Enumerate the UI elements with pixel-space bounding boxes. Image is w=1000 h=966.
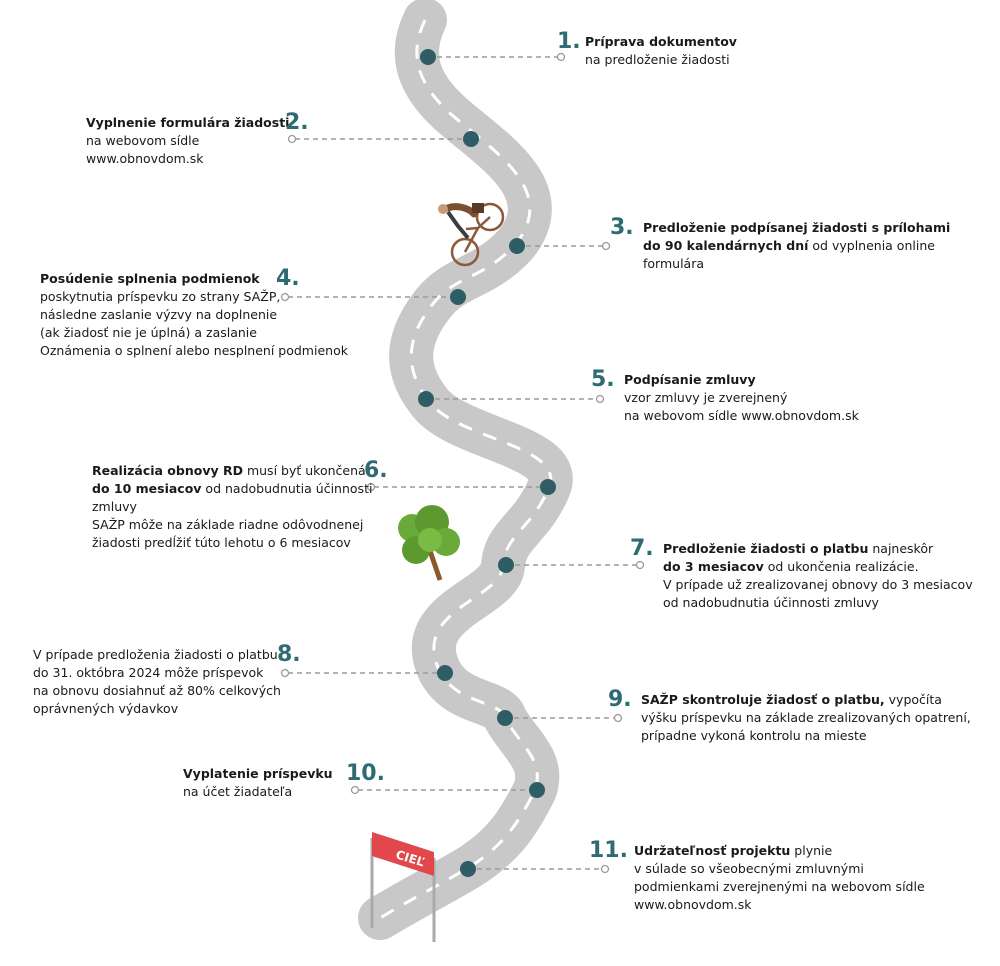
step-text-regular: oprávnených výdavkov xyxy=(33,701,179,716)
step-text-regular: V prípade predloženia žiadosti o platbu xyxy=(33,647,278,662)
step-text-regular: www.obnovdom.sk xyxy=(86,151,204,166)
step-text-bold: Predloženie podpísanej žiadosti s prílohami xyxy=(643,220,951,235)
step-number: 2. xyxy=(285,110,309,135)
step-text xyxy=(643,219,970,273)
step-number: 11. xyxy=(589,838,628,863)
step-text-regular: od nadobudnutia účinnosti zmluvy xyxy=(663,595,879,610)
step-text-regular: do 31. októbra 2024 môže príspevok xyxy=(33,665,264,680)
step-text-regular: SAŽP môže na základe riadne odôvodnenej xyxy=(92,517,364,532)
step-text-regular: na webovom sídle xyxy=(86,133,200,148)
step-text xyxy=(634,842,959,914)
step-text-regular: Oznámenia o splnení alebo nesplnení podmienok xyxy=(40,343,348,358)
step-text-bold: do 10 mesiacov xyxy=(92,481,202,496)
step-text-regular: na obnovu dosiahnuť až 80% celkových xyxy=(33,683,281,698)
step-text-bold: Realizácia obnovy RD xyxy=(92,463,243,478)
step-text-regular: formulára xyxy=(643,256,704,271)
step-text xyxy=(92,462,392,552)
step-number: 5. xyxy=(591,367,615,392)
step-number: 1. xyxy=(557,29,581,54)
step-text-bold: SAŽP skontroluje žiadosť o platbu, xyxy=(641,692,885,707)
step-text-regular: www.obnovdom.sk xyxy=(634,897,752,912)
step-2 xyxy=(86,110,326,168)
step-text-regular: vypočíta xyxy=(884,692,942,707)
step-text-bold: Vyplatenie príspevku xyxy=(183,766,333,781)
step-text-regular: najneskôr xyxy=(868,541,934,556)
step-text-regular: na webovom sídle www.obnovdom.sk xyxy=(624,408,859,423)
step-number: 8. xyxy=(277,642,301,667)
step-number: 6. xyxy=(364,458,388,483)
tree-icon xyxy=(398,505,460,580)
step-6 xyxy=(92,458,392,552)
step-text-regular: prípadne vykoná kontrolu na mieste xyxy=(641,728,867,743)
step-text-regular: (ak žiadosť nie je úplná) a zaslanie xyxy=(40,325,257,340)
road xyxy=(380,20,551,918)
step-3 xyxy=(610,215,970,273)
step-text xyxy=(641,691,978,745)
step-text-regular: v súlade so všeobecnými zmluvnými xyxy=(634,861,864,876)
step-text-regular: V prípade už zrealizovanej obnovy do 3 mesiacov xyxy=(663,577,973,592)
step-1 xyxy=(557,29,817,69)
step-text-regular: od ukončenia realizácie. xyxy=(763,559,919,574)
step-11 xyxy=(589,838,959,914)
step-number: 9. xyxy=(608,687,632,712)
step-7 xyxy=(630,536,980,612)
step-text-bold: Predloženie žiadosti o platbu xyxy=(663,541,869,556)
step-number: 3. xyxy=(610,215,634,240)
step-text xyxy=(624,371,891,425)
step-text-bold: Vyplnenie formulára žiadosti xyxy=(86,115,290,130)
step-4 xyxy=(40,266,360,360)
step-text-bold: do 3 mesiacov xyxy=(663,559,764,574)
step-text-regular: od nadobudnutia účinnosti xyxy=(201,481,373,496)
step-text-regular: podmienkami zverejnenými na webovom sídle xyxy=(634,879,925,894)
step-number: 4. xyxy=(276,266,300,291)
step-5 xyxy=(591,367,891,425)
step-text-regular: žiadosti predĺžiť túto lehotu o 6 mesiacov xyxy=(92,535,351,550)
step-text-regular: na účet žiadateľa xyxy=(183,784,293,799)
step-text xyxy=(585,33,817,69)
step-text-regular: poskytnutia príspevku zo strany SAŽP, xyxy=(40,289,281,304)
step-text-regular: zmluvy xyxy=(92,499,137,514)
step-number: 7. xyxy=(630,536,654,561)
step-text-bold: Príprava dokumentov xyxy=(585,34,737,49)
step-text-regular: musí byť ukončená xyxy=(242,463,366,478)
step-text-regular: výšku príspevku na základe zrealizovaných opatrení, xyxy=(641,710,971,725)
step-text xyxy=(33,646,313,718)
step-text-bold: Posúdenie splnenia podmienok xyxy=(40,271,260,286)
step-text xyxy=(663,540,980,612)
step-9 xyxy=(608,687,978,745)
step-text-regular: na predloženie žiadosti xyxy=(585,52,730,67)
step-text-bold: Udržateľnosť projektu xyxy=(634,843,791,858)
step-8 xyxy=(33,642,313,718)
step-text xyxy=(40,270,360,360)
step-text-bold: do 90 kalendárnych dní xyxy=(643,238,809,253)
step-text-regular: plynie xyxy=(790,843,833,858)
step-text-regular: následne zaslanie výzvy na doplnenie xyxy=(40,307,278,322)
step-text-regular: od vyplnenia online xyxy=(808,238,935,253)
step-text-bold: Podpísanie zmluvy xyxy=(624,372,756,387)
step-text-regular: vzor zmluvy je zverejnený xyxy=(624,390,788,405)
step-10 xyxy=(183,761,403,801)
step-number: 10. xyxy=(346,761,385,786)
finish-label: CIEĽ xyxy=(394,847,427,870)
